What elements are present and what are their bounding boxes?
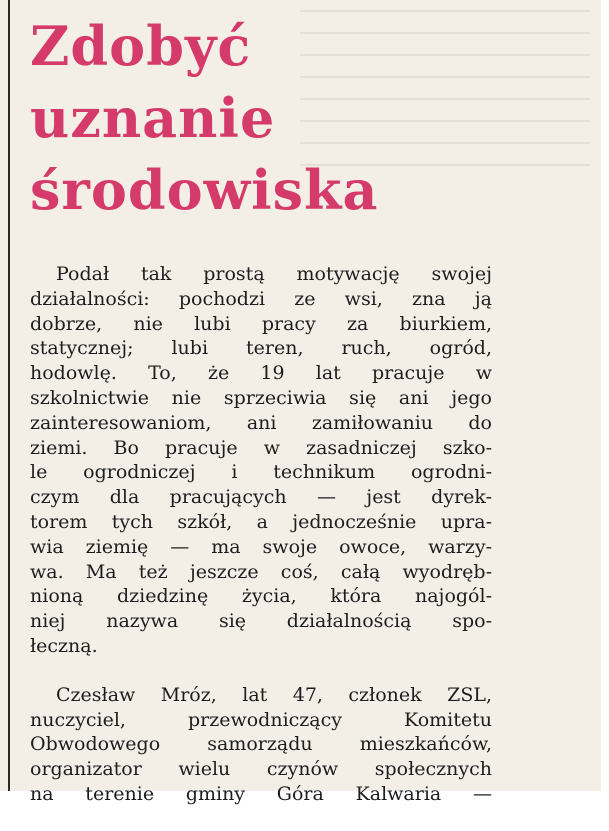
text-line: Czesław Mróz, lat 47, członek ZSL, [56,683,492,706]
text-line: dobrze, nie lubi pracy za biurkiem, [30,312,492,335]
text-line: statycznej; lubi teren, ruch, ogród, [30,337,492,360]
text-line: torem tych szkół, a jednocześnie upra- [30,510,492,533]
text-line: nuczyciel, przewodniczący Komitetu [30,708,492,731]
page-edge [601,0,609,791]
text-line: zainteresowaniom, ani zamiłowaniu do [30,411,492,434]
paragraph [30,262,492,659]
column-rule [8,0,10,791]
text-line: le ogrodniczej i technikum ogrodni- [30,461,492,484]
text-line: szkolnictwie nie sprzeciwia się ani jego [30,386,492,409]
text-line: hodowlę. To, że 19 lat pracuje w [30,362,492,385]
text-line: ziemi. Bo pracuje w zasadniczej szko- [30,436,492,459]
text-line: organizator wielu czynów społecznych [30,758,492,781]
text-line: Obwodowego samorządu mieszkańców, [30,733,492,756]
text-line: Podał tak prostą motywację swojej [56,263,492,285]
text-line: niej nazywa się działalnością spo- [30,610,492,633]
text-line: łeczną. [30,634,98,657]
headline [30,10,378,226]
headline-line: środowiska [30,158,379,222]
paragraph [30,683,492,807]
text-line: działalności: pochodzi ze wsi, zna ją [30,287,492,310]
text-line: wia ziemię — ma swoje owoce, warzy- [30,535,492,558]
text-line: na terenie gminy Góra Kalwaria — [30,782,492,805]
text-line: czym dla pracujących — jest dyrek- [30,486,492,509]
text-line: nioną dziedzinę życia, która najogól- [30,585,492,608]
headline-line: uznanie [30,86,276,150]
text-line: wa. Ma też jeszcze coś, całą wyodręb- [30,560,492,583]
headline-line: Zdobyć [30,14,252,78]
article-body [30,262,492,831]
